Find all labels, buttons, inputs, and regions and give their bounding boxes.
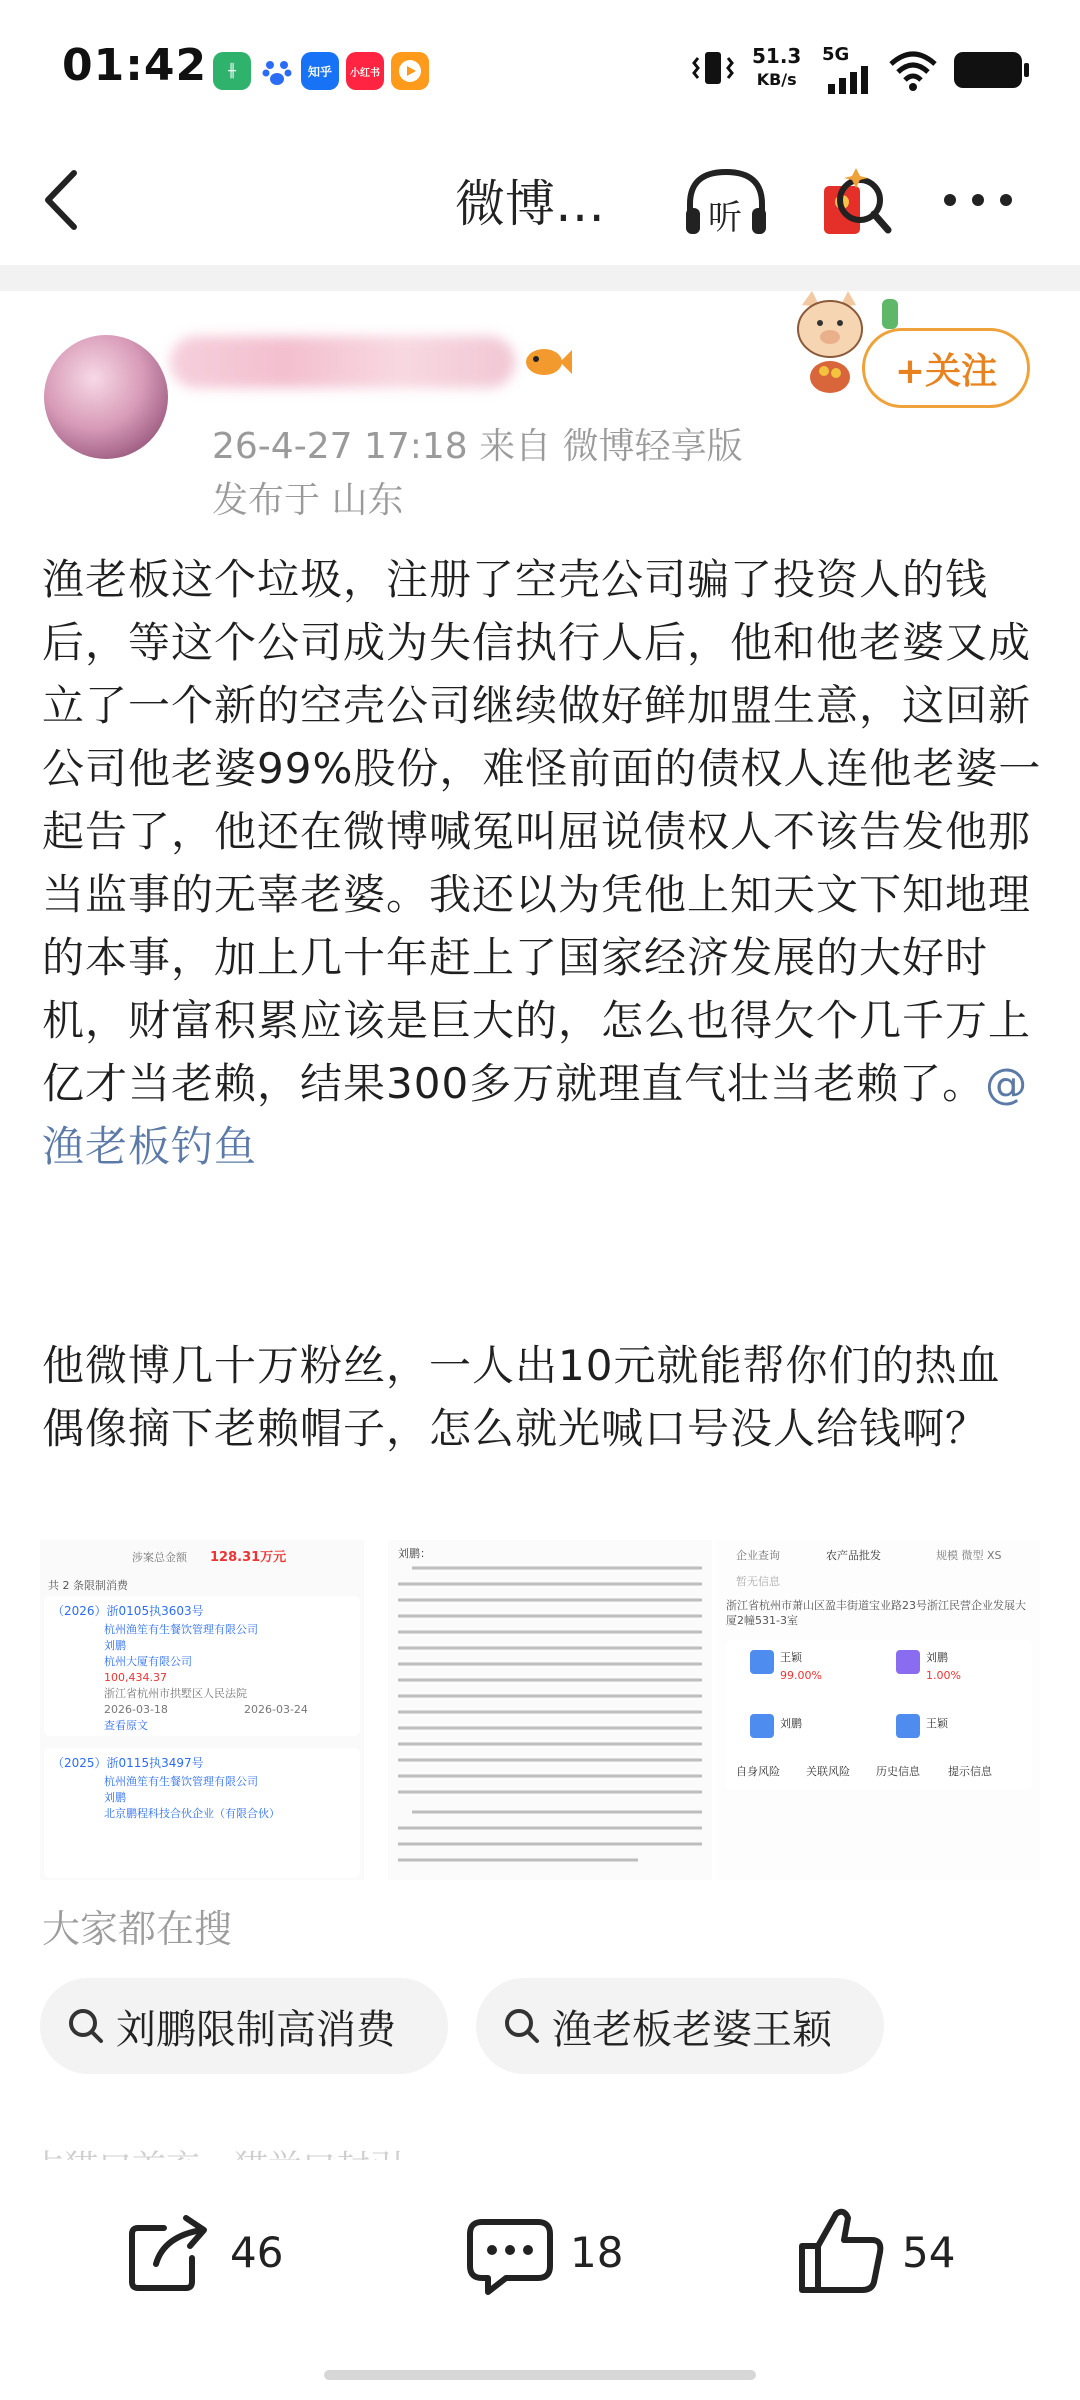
xiaohongshu-app-icon: 小红书 bbox=[346, 52, 384, 90]
document-title: 刘鹏： bbox=[398, 1547, 431, 1560]
clock: 01:42 bbox=[62, 40, 208, 91]
mention-link[interactable]: @渔老板钓鱼 bbox=[42, 1059, 1029, 1171]
post-location: 发布于 山东 bbox=[212, 480, 404, 521]
tab-company: 企业查询 bbox=[736, 1549, 780, 1562]
post-image-2[interactable] bbox=[388, 1540, 712, 1880]
case-company: 杭州渔笙有生餐饮管理有限公司 bbox=[104, 1775, 258, 1788]
red-packet-search-icon[interactable] bbox=[816, 160, 896, 250]
post-paragraph-2: 他微博几十万粉丝，一人出10元就能帮你们的热血偶像摘下老赖帽子，怎么就光喊口号没人给钱啊？ bbox=[42, 1341, 1001, 1453]
record-count: 共 2 条限制消费 bbox=[48, 1579, 128, 1592]
section-divider bbox=[0, 265, 1080, 291]
risk-tab-1: 自身风险 bbox=[736, 1765, 780, 1778]
shareholder-2: 刘鹏 bbox=[926, 1651, 948, 1664]
case-link: 查看原文 bbox=[104, 1719, 148, 1732]
post-paragraph-1 bbox=[42, 548, 1042, 1178]
post-image-3[interactable] bbox=[716, 1540, 1040, 1880]
listen-button[interactable] bbox=[680, 160, 772, 246]
video-app-icon bbox=[391, 52, 429, 90]
follow-button[interactable]: +关注 bbox=[862, 328, 1030, 408]
fish-badge-icon bbox=[522, 342, 574, 386]
blurred-username[interactable] bbox=[170, 336, 515, 388]
company-address: 浙江省杭州市萧山区盈丰街道宝业路23号浙江民营企业发展大厦2幢531-3室 bbox=[726, 1599, 1026, 1627]
case-card-2 bbox=[44, 1748, 360, 1878]
like-button[interactable] bbox=[794, 2200, 994, 2310]
case-amount: 100,434.37 bbox=[104, 1671, 167, 1684]
risk-tab-2: 关联风险 bbox=[806, 1765, 850, 1778]
case-number: （2026）浙0105执3603号 bbox=[52, 1604, 204, 1618]
network-speed: 51.3 KB/s bbox=[752, 44, 802, 89]
vibrate-icon bbox=[690, 48, 736, 92]
risk-tab-4: 提示信息 bbox=[948, 1765, 992, 1778]
case-number: （2025）浙0115执3497号 bbox=[52, 1756, 204, 1770]
status-bar bbox=[0, 0, 1080, 140]
shareholder-card bbox=[726, 1640, 1032, 1790]
battery-icon bbox=[952, 50, 1032, 94]
signal-icon bbox=[826, 64, 874, 98]
amount-value: 128.31万元 bbox=[210, 1550, 287, 1565]
case-date-2: 2026-03-24 bbox=[244, 1703, 308, 1716]
zhihu-app-icon: 知乎 bbox=[301, 52, 339, 90]
shareholder-1-pct: 99.00% bbox=[780, 1669, 822, 1682]
amount-label: 涉案总金额 bbox=[132, 1551, 187, 1564]
search-chip[interactable] bbox=[40, 1978, 448, 2074]
case-person: 刘鹏 bbox=[104, 1791, 126, 1804]
repost-count: 46 bbox=[230, 2228, 284, 2277]
page-title: 微博… bbox=[455, 175, 605, 233]
post-image-1[interactable] bbox=[40, 1540, 364, 1880]
wifi-icon bbox=[888, 50, 938, 96]
post-text-1: 渔老板这个垃圾，注册了空壳公司骗了投资人的钱后，等这个公司成为失信执行人后，他和他老婆又成立了一个新的空壳公司继续做好鲜加盟生意，这回新公司他老婆99%股份，难怪前面的债权人连他老婆一起告了，他还在微博喊冤叫屈说债权人不该告发他那当监事的无辜老婆。我还以为凭他上知天文下知地理的本事，加上几十年赶上了国家经济发展的大好时机，财富积累应该是巨大的，怎么也得欠个几千万上亿才当老赖，结果300多万就理直气壮当老赖了。 bbox=[42, 555, 1042, 1108]
search-chip[interactable] bbox=[476, 1978, 884, 2074]
case-company: 杭州渔笙有生餐饮管理有限公司 bbox=[104, 1623, 258, 1636]
case-applicant: 杭州大厦有限公司 bbox=[104, 1655, 192, 1668]
listen-label: 听 bbox=[708, 198, 742, 238]
app-notification-icon: ╫ bbox=[213, 52, 251, 90]
tab-scale: 规模 微型 XS bbox=[936, 1549, 1002, 1562]
baidu-paw-icon bbox=[258, 52, 296, 90]
risk-tab-3: 历史信息 bbox=[876, 1765, 920, 1778]
shareholder-1: 王颖 bbox=[780, 1651, 802, 1664]
network-type: 5G bbox=[822, 44, 850, 65]
case-court: 浙江省杭州市拱墅区人民法院 bbox=[104, 1687, 247, 1700]
person-3: 刘鹏 bbox=[780, 1717, 802, 1730]
share-icon bbox=[124, 2200, 214, 2300]
more-dots-icon[interactable] bbox=[940, 188, 1016, 216]
comment-icon bbox=[462, 2200, 558, 2300]
search-icon bbox=[502, 2006, 542, 2046]
shareholder-2-pct: 1.00% bbox=[926, 1669, 961, 1682]
case-person: 刘鹏 bbox=[104, 1639, 126, 1652]
like-count: 54 bbox=[902, 2228, 956, 2277]
search-icon bbox=[66, 2006, 106, 2046]
post-meta: 26-4-27 17:18 来自 微博轻享版 bbox=[212, 426, 743, 467]
document-text-lines bbox=[388, 1540, 712, 1880]
search-section-heading: 大家都在搜 bbox=[42, 1907, 233, 1951]
search-chip-label: 渔老板老婆王颖 bbox=[552, 2006, 832, 2053]
avatar[interactable] bbox=[44, 335, 168, 459]
back-arrow-icon[interactable] bbox=[36, 165, 86, 239]
comment-count: 18 bbox=[570, 2228, 624, 2277]
home-indicator[interactable] bbox=[324, 2370, 756, 2380]
case-date-1: 2026-03-18 bbox=[104, 1703, 168, 1716]
section-label: 暂无信息 bbox=[736, 1575, 780, 1588]
person-4: 王颖 bbox=[926, 1717, 948, 1730]
comment-button[interactable] bbox=[462, 2200, 662, 2310]
case-applicant: 北京鹏程科技合伙企业（有限合伙） bbox=[104, 1807, 280, 1820]
thumbs-up-icon bbox=[794, 2200, 886, 2300]
tab-industry: 农产品批发 bbox=[826, 1549, 881, 1562]
search-chip-label: 刘鹏限制高消费 bbox=[116, 2006, 396, 2053]
case-card-1 bbox=[44, 1596, 360, 1736]
